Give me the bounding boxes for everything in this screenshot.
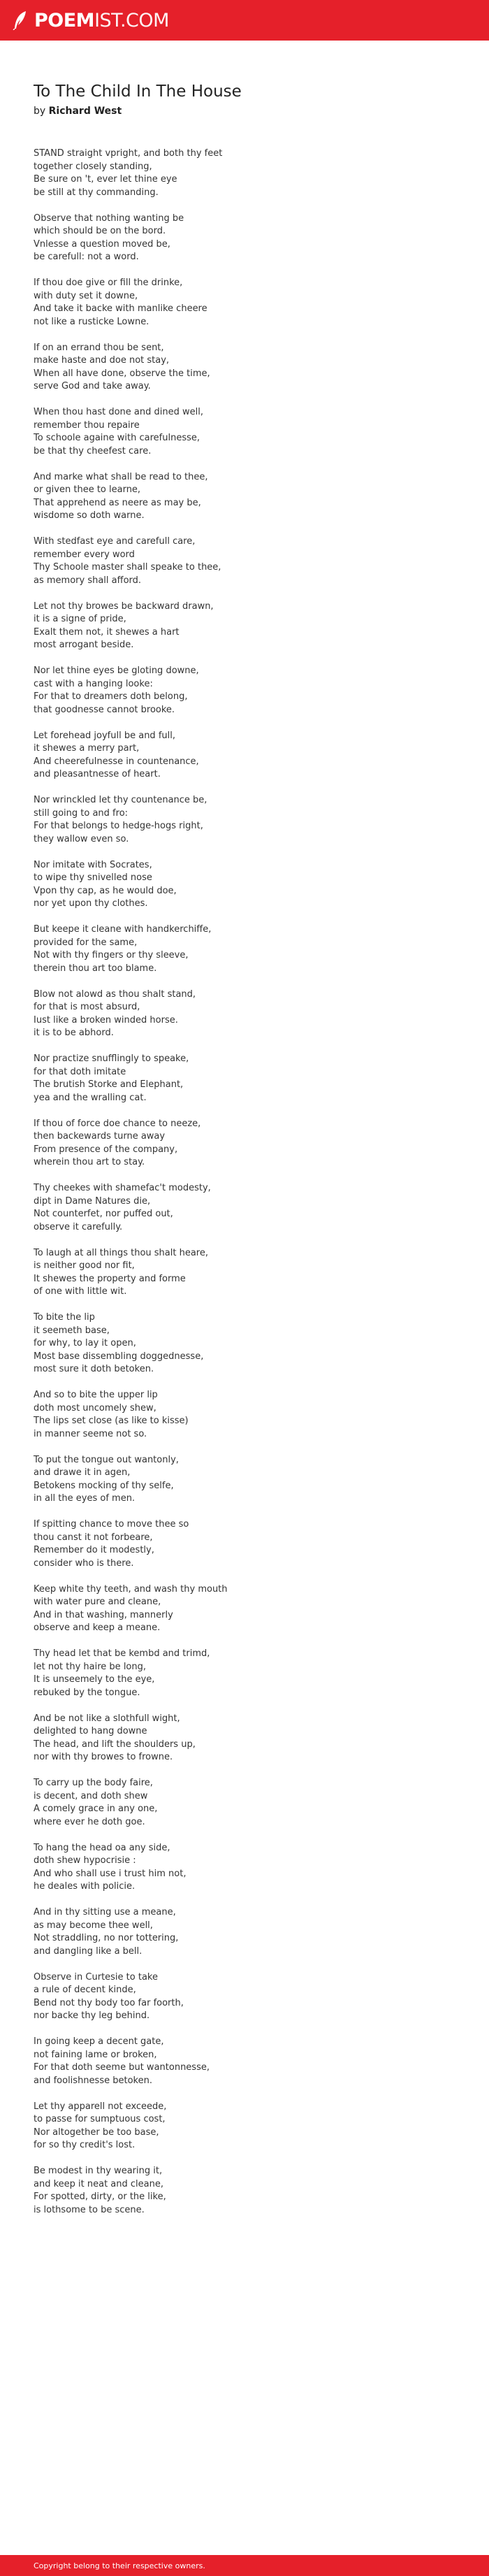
stanza <box>34 1583 455 1635</box>
poem-line: To schoole againe with carefulnesse, <box>34 433 200 443</box>
poem-line: is lothsome to be scene. <box>34 2204 145 2215</box>
poem-line: is neither good nor fit, <box>34 1260 135 1271</box>
poem-line: And take it backe with manlike cheere <box>34 303 207 314</box>
stanza <box>34 794 455 846</box>
stanza <box>34 406 455 458</box>
poem-line: Not with thy fingers or thy sleeve, <box>34 950 189 960</box>
poem-line: Most base dissembling doggednesse, <box>34 1351 204 1362</box>
poem-line: dipt in Dame Natures die, <box>34 1195 151 1207</box>
poem-line: A comely grace in any one, <box>34 1804 158 1814</box>
poem-line: where ever he doth goe. <box>34 1816 145 1827</box>
poem-content <box>34 81 455 2230</box>
stanza <box>34 1518 455 1570</box>
poem-line: it is a signe of pride, <box>34 614 126 624</box>
stanza <box>34 1971 455 2023</box>
poem-line: with duty set it downe, <box>34 290 138 301</box>
stanza <box>34 1389 455 1441</box>
poem-line: Keep white thy teeth, and wash thy mouth <box>34 1583 228 1595</box>
poem-line: provided for the same, <box>34 937 138 948</box>
poem-line: Remember do it modestly, <box>34 1545 154 1555</box>
poem-body <box>34 147 455 2217</box>
stanza <box>34 535 455 587</box>
poem-line: as may become thee well, <box>34 1920 153 1931</box>
poem-line: or given thee to learne, <box>34 484 141 495</box>
stanza <box>34 2165 455 2217</box>
poem-line: and drawe it in agen, <box>34 1467 131 1478</box>
poem-line: most sure it doth betoken. <box>34 1364 154 1374</box>
poem-line: as memory shall afford. <box>34 575 142 586</box>
poem-line: to passe for sumptuous cost, <box>34 2114 166 2124</box>
poem-line: be that thy cheefest care. <box>34 445 152 456</box>
poem-line: a rule of decent kinde, <box>34 1985 136 1995</box>
poem-line: and keep it neat and cleane, <box>34 2178 163 2189</box>
poem-line: in manner seeme not so. <box>34 1428 147 1439</box>
stanza <box>34 1906 455 1958</box>
stanza <box>34 859 455 911</box>
byline <box>34 104 455 118</box>
poem-line: And in that washing, mannerly <box>34 1609 173 1620</box>
poem-line: to wipe thy snivelled nose <box>34 872 152 883</box>
poem-line: yea and the wralling cat. <box>34 1092 147 1103</box>
poem-line: But keepe it cleane with handkerchiffe, <box>34 924 212 935</box>
stanza <box>34 2036 455 2087</box>
stanza <box>34 1842 455 1894</box>
byline-prefix: by <box>34 106 46 117</box>
poem-line: Let not thy browes be backward drawn, <box>34 600 214 612</box>
poem-line: be still at thy commanding. <box>34 187 159 198</box>
poem-line: delighted to hang downe <box>34 1726 147 1736</box>
poem-line: wherein thou art to stay. <box>34 1157 145 1167</box>
stanza <box>34 1053 455 1104</box>
poem-line: rebuked by the tongue. <box>34 1687 140 1698</box>
stanza <box>34 1777 455 1829</box>
poem-line: Nor imitate with Socrates, <box>34 859 152 870</box>
poem-line: With stedfast eye and carefull care, <box>34 536 196 547</box>
poem-line: Observe in Curtesie to take <box>34 1971 158 1983</box>
poem-line: for why, to lay it open, <box>34 1338 136 1348</box>
poem-line: That apprehend as neere as may be, <box>34 497 201 508</box>
stanza <box>34 471 455 523</box>
logo-bold: POEM <box>34 9 95 31</box>
poem-line: wisdome so doth warne. <box>34 510 145 521</box>
poem-line: not faining lame or broken, <box>34 2049 157 2060</box>
stanza <box>34 1648 455 1699</box>
poem-line: STAND straight vpright, and both thy feet <box>34 148 223 159</box>
poem-line: Exalt them not, it shewes a hart <box>34 626 180 638</box>
poem-line: observe it carefully. <box>34 1221 123 1232</box>
poem-line: for so thy credit's lost. <box>34 2140 136 2150</box>
poem-line: To hang the head oa any side, <box>34 1842 170 1853</box>
stanza <box>34 730 455 782</box>
poem-line: consider who is there. <box>34 1557 134 1569</box>
poem-line: Nor altogether be too base, <box>34 2127 159 2138</box>
poem-line: The brutish Storke and Elephant, <box>34 1079 184 1090</box>
poem-line: For spotted, dirty, or the like, <box>34 2192 166 2202</box>
poem-line: it seemeth base, <box>34 1325 110 1336</box>
poem-line: nor backe thy leg behind. <box>34 2010 150 2021</box>
stanza <box>34 342 455 394</box>
poem-line: it shewes a merry part, <box>34 743 140 754</box>
poem-line: nor with thy browes to frowne. <box>34 1752 173 1762</box>
poem-line: and dangling like a bell. <box>34 1945 143 1957</box>
poem-line: If thou doe give or fill the drinke, <box>34 278 183 288</box>
poem-line: Thy head let that be kembd and trimd, <box>34 1648 210 1659</box>
poem-line: serve God and take away. <box>34 381 151 391</box>
poem-line: From presence of the company, <box>34 1144 178 1155</box>
poem-line: it is to be abhord. <box>34 1028 114 1038</box>
poem-line: Not straddling, no nor tottering, <box>34 1933 179 1943</box>
poem-line: To bite the lip <box>34 1312 95 1323</box>
poem-line: Bend not thy body too far foorth, <box>34 1997 184 2008</box>
poem-line: they wallow even so. <box>34 833 129 844</box>
poem-line: remember thou repaire <box>34 419 140 431</box>
poem-line: To laugh at all things thou shalt heare, <box>34 1247 208 1258</box>
poem-line: make haste and doe not stay, <box>34 355 170 366</box>
stanza <box>34 213 455 264</box>
poem-line: Vnlesse a question moved be, <box>34 238 170 250</box>
poem-line: To carry up the body faire, <box>34 1778 153 1788</box>
poem-line: that goodnesse cannot brooke. <box>34 704 175 715</box>
quill-icon <box>13 10 28 30</box>
poem-line: Vpon thy cap, as he would doe, <box>34 885 177 896</box>
poem-line: For that doth seeme but wantonnesse, <box>34 2062 210 2073</box>
site-logo-text <box>34 11 169 30</box>
poem-line: is decent, and doth shew <box>34 1790 148 1801</box>
poem-title: To The Child In The House <box>34 82 242 101</box>
poem-line: If spitting chance to move thee so <box>34 1519 189 1530</box>
poem-line: most arrogant beside. <box>34 640 134 650</box>
copyright-text: Copyright belong to their respective owners. <box>34 2561 205 2570</box>
poem-line: Nor let thine eyes be gloting downe, <box>34 665 199 676</box>
poem-line: then backewards turne away <box>34 1131 166 1142</box>
poem-line: he deales with policie. <box>34 1881 136 1892</box>
poem-line: And so to bite the upper lip <box>34 1390 158 1400</box>
poem-line: with water pure and cleane, <box>34 1597 161 1607</box>
stanza <box>34 923 455 975</box>
stanza <box>34 1182 455 1234</box>
poem-line: And cheerefulnesse in countenance, <box>34 756 199 767</box>
poem-line: The head, and lift the shoulders up, <box>34 1739 196 1750</box>
poem-line: Betokens mocking of thy selfe, <box>34 1480 174 1491</box>
top-bar <box>0 0 489 41</box>
stanza <box>34 147 455 199</box>
poem-line: let not thy haire be long, <box>34 1661 147 1672</box>
footer-bar <box>0 2555 489 2576</box>
poem-line: therein thou art too blame. <box>34 963 157 974</box>
poem-line: Let forehead joyfull be and full, <box>34 730 175 741</box>
poem-line: Observe that nothing wanting be <box>34 213 184 224</box>
poem-line: And be not like a slothfull wight, <box>34 1713 180 1724</box>
poem-line: not like a rusticke Lowne. <box>34 316 149 327</box>
poem-line: cast with a hanging looke: <box>34 678 153 689</box>
poem-line: It shewes the property and forme <box>34 1273 186 1284</box>
poem-line: for that doth imitate <box>34 1066 126 1077</box>
author-link[interactable]: Richard West <box>48 106 122 117</box>
poem-line: Not counterfet, nor puffed out, <box>34 1209 173 1219</box>
site-logo[interactable] <box>13 10 169 30</box>
poem-line: The lips set close (as like to kisse) <box>34 1416 189 1426</box>
poem-line: And marke what shall be read to thee, <box>34 471 208 482</box>
logo-light: IST.COM <box>94 9 169 31</box>
poem-line: thou canst it not forbeare, <box>34 1532 153 1543</box>
stanza <box>34 665 455 717</box>
poem-line: It is unseemely to the eye, <box>34 1674 155 1685</box>
poem-line: together closely standing, <box>34 161 152 172</box>
poem-line: be carefull: not a word. <box>34 252 139 262</box>
stanza <box>34 1247 455 1299</box>
poem-line: When all have done, observe the time, <box>34 368 210 379</box>
poem-line: remember every word <box>34 549 135 560</box>
poem-line: And in thy sitting use a meane, <box>34 1907 176 1917</box>
poem-line: doth shew hypocrisie : <box>34 1855 136 1866</box>
poem-line: In going keep a decent gate, <box>34 2036 164 2047</box>
poem-line: nor yet upon thy clothes. <box>34 898 148 909</box>
poem-line: Iust like a broken winded horse. <box>34 1014 178 1026</box>
poem-line: for that is most absurd, <box>34 1002 140 1012</box>
poem-line: observe and keep a meane. <box>34 1622 161 1633</box>
poem-line: For that to dreamers doth belong, <box>34 691 188 702</box>
stanza <box>34 1713 455 1764</box>
stanza <box>34 988 455 1040</box>
poem-line: Let thy apparell not exceede, <box>34 2101 167 2112</box>
poem-line: Thy Schoole master shall speake to thee, <box>34 562 221 573</box>
poem-line: of one with little wit. <box>34 1286 127 1297</box>
poem-line: Be sure on 't, ever let thine eye <box>34 174 177 185</box>
poem-line: and pleasantnesse of heart. <box>34 769 161 779</box>
poem-line: Nor practize snufflingly to speake, <box>34 1053 189 1064</box>
poem-line: And who shall use i trust him not, <box>34 1868 187 1879</box>
poem-line: For that belongs to hedge-hogs right, <box>34 821 203 831</box>
poem-line: If on an errand thou be sent, <box>34 342 164 353</box>
stanza <box>34 1454 455 1506</box>
poem-line: If thou of force doe chance to neeze, <box>34 1118 201 1129</box>
poem-line: in all the eyes of men. <box>34 1493 136 1504</box>
poem-line: doth most uncomely shew, <box>34 1402 156 1413</box>
poem-line: which should be on the bord. <box>34 226 166 236</box>
poem-line: Nor wrinckled let thy countenance be, <box>34 795 207 805</box>
poem-line: Thy cheekes with shamefac't modesty, <box>34 1183 211 1193</box>
poem-line: and foolishnesse betoken. <box>34 2075 152 2086</box>
stanza <box>34 2101 455 2152</box>
stanza <box>34 1118 455 1170</box>
stanza <box>34 600 455 652</box>
poem-line: Blow not alowd as thou shalt stand, <box>34 988 196 1000</box>
poem-line: When thou hast done and dined well, <box>34 407 203 417</box>
stanza <box>34 1311 455 1376</box>
stanza <box>34 277 455 329</box>
poem-line: still going to and fro: <box>34 807 129 819</box>
poem-line: To put the tongue out wantonly, <box>34 1454 179 1465</box>
poem-line: Be modest in thy wearing it, <box>34 2166 163 2176</box>
